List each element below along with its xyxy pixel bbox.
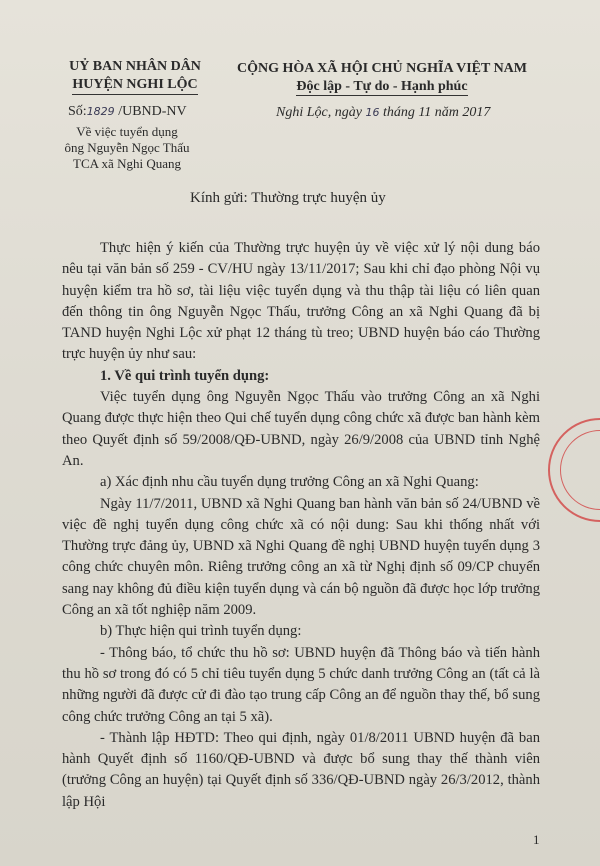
motto: Độc lập - Tự do - Hạnh phúc bbox=[296, 79, 468, 94]
subject-line-3: TCA xã Nghi Quang bbox=[73, 156, 181, 171]
red-seal-stamp bbox=[548, 418, 600, 522]
body-paragraph: - Thành lập HĐTD: Theo qui định, ngày 01/8/2011 UBND huyện đã ban hành Quyết định số 1160/QĐ-UBND và được bổ sung thay thế thành viên (trưởng Công an huyện) tại Quyết định số 336/QĐ-UBND ngày 26/3/2012, thành lập Hội bbox=[62, 729, 540, 810]
date-prefix: Nghi Lộc, ngày bbox=[276, 105, 362, 120]
date-day-handwritten: 16 bbox=[365, 106, 380, 119]
document-number bbox=[68, 104, 187, 120]
document-number-prefix: Số: bbox=[68, 104, 87, 119]
page-number: 1 bbox=[533, 832, 540, 847]
agency-line-2: HUYỆN NGHI LỘC bbox=[72, 76, 197, 95]
body-paragraph: Ngày 11/7/2011, UBND xã Nghi Quang ban hành văn bản số 24/UBND về việc đề nghị tuyển dụng công chức xã có nội dung: Sau khi thống nhất với Thường trực đảng ủy, UBND xã Nghi Quang đề nghị UBND huyện tuyển dụng 3 công chức chuyên môn. Riêng trưởng công an xã từ Nghị định số 09/CP chuyển sang nay không đủ điều kiện tuyển dụng và cán bộ nguồn đã được học lớp trưởng Công an xã tốt nghiệp năm 2009. bbox=[62, 495, 540, 619]
document-date bbox=[276, 105, 490, 121]
issuing-agency bbox=[60, 58, 210, 95]
national-motto bbox=[232, 60, 532, 96]
document-number-handwritten: 1829 bbox=[86, 105, 115, 118]
document-number-suffix: /UBND-NV bbox=[118, 104, 187, 119]
body-paragraph: Việc tuyển dụng ông Nguyễn Ngọc Thấu vào trưởng Công an xã Nghi Quang được thực hiện theo Qui chế tuyển dụng công chức xã được ban hành kèm theo Quyết định số 59/2008/QĐ-UBND, ngày 26/9/2008 của UBND tỉnh Nghệ An. bbox=[62, 389, 540, 469]
date-rest: tháng 11 năm 2017 bbox=[382, 105, 491, 120]
section-heading: 1. Về qui trình tuyển dụng: bbox=[100, 367, 270, 384]
body-paragraph: - Thông báo, tổ chức thu hồ sơ: UBND huyện đã Thông báo và tiến hành thu hồ sơ trong đó có 5 chỉ tiêu tuyển dụng 5 chức danh trưởng Công an (tất cả là những người đã được cử đi đào tạo trung cấp Công an để nguồn thay thế, bổ sung công chức trưởng Công an tại 5 xã). bbox=[62, 644, 540, 725]
subsection-heading: a) Xác định nhu cầu tuyển dụng trưởng Công an xã Nghi Quang: bbox=[100, 474, 479, 491]
body-paragraph: Thực hiện ý kiến của Thường trực huyện ủy về việc xử lý nội dung báo nêu tại văn bản số 259 - CV/HU ngày 13/11/2017; Sau khi chỉ đạo phòng Nội vụ huyện kiểm tra hồ sơ, tài liệu việc tuyển dụng và thu thập tài liệu có liên quan đến thông tin ông Nguyễn Ngọc Thấu, trưởng Công an xã Nghi Quang đã bị TAND huyện Nghi Lộc xử phạt 12 tháng tù treo; UBND huyện báo cáo Thường trực huyện ủy như sau: bbox=[62, 240, 540, 363]
subject-line-2: ông Nguyễn Ngọc Thấu bbox=[64, 140, 190, 155]
subsection-heading: b) Thực hiện qui trình tuyển dụng: bbox=[100, 623, 302, 640]
document-subject bbox=[52, 124, 202, 172]
country-name: CỘNG HÒA XÃ HỘI CHỦ NGHĨA VIỆT NAM bbox=[236, 61, 527, 76]
agency-line-1: UỶ BAN NHÂN DÂN bbox=[69, 59, 201, 74]
recipient-line: Kính gửi: Thường trực huyện ủy bbox=[190, 190, 386, 206]
subject-line-1: Về việc tuyển dụng bbox=[76, 124, 178, 139]
document-body bbox=[62, 238, 540, 813]
